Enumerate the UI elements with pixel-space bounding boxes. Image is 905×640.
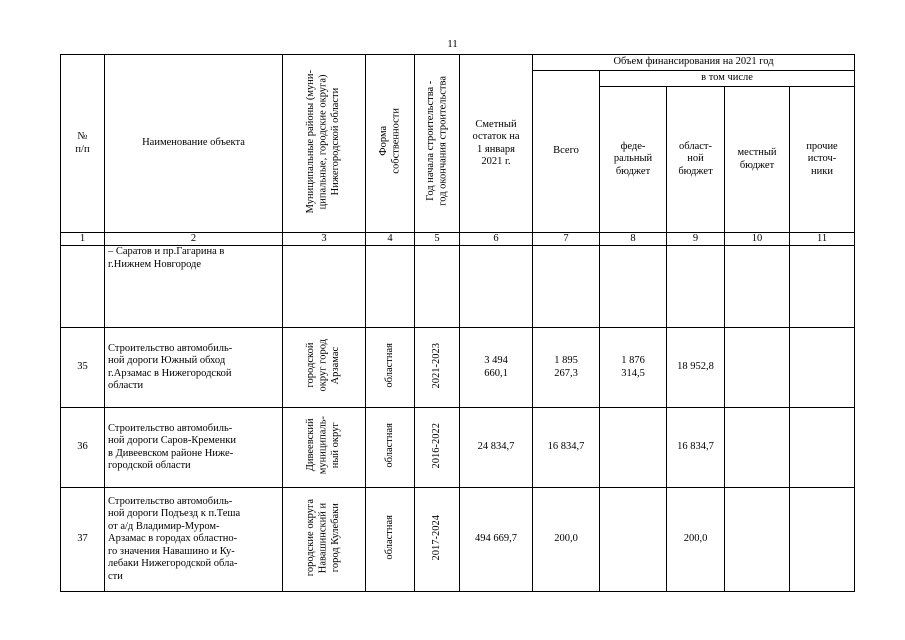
other bbox=[790, 328, 855, 408]
column-number: 2 bbox=[105, 233, 283, 246]
row-number: 37 bbox=[61, 488, 105, 592]
object-name: – Саратов и пр.Гагарина в г.Нижнем Новгороде bbox=[105, 246, 283, 328]
column-number: 4 bbox=[366, 233, 415, 246]
balance: 494 669,7 bbox=[460, 488, 533, 592]
object-name: Строительство автомобиль- ной дороги Саров-Кременки в Дивеевском районе Ниже- городской области bbox=[105, 408, 283, 488]
column-number: 10 bbox=[725, 233, 790, 246]
row-number: 35 bbox=[61, 328, 105, 408]
total: 16 834,7 bbox=[533, 408, 600, 488]
header-col-local: местный бюджет bbox=[725, 87, 790, 233]
table-row bbox=[61, 408, 855, 488]
financing-table bbox=[60, 54, 855, 592]
column-number: 7 bbox=[533, 233, 600, 246]
ownership: областная bbox=[366, 488, 415, 592]
table-row bbox=[61, 488, 855, 592]
regional: 200,0 bbox=[667, 488, 725, 592]
header-col-regional: област- ной бюджет bbox=[667, 87, 725, 233]
column-number: 6 bbox=[460, 233, 533, 246]
regional: 18 952,8 bbox=[667, 328, 725, 408]
district: городской округ город Арзамас bbox=[283, 328, 366, 408]
ownership: областная bbox=[366, 328, 415, 408]
local bbox=[725, 328, 790, 408]
table-row-continuation bbox=[61, 246, 855, 328]
row-number: 36 bbox=[61, 408, 105, 488]
balance: 24 834,7 bbox=[460, 408, 533, 488]
header-col-federal: феде- ральный бюджет bbox=[600, 87, 667, 233]
federal: 1 876 314,5 bbox=[600, 328, 667, 408]
district: городские округа Навашинский и город Кулебаки bbox=[283, 488, 366, 592]
header-col-number: № п/п bbox=[61, 55, 105, 233]
regional: 16 834,7 bbox=[667, 408, 725, 488]
column-number: 1 bbox=[61, 233, 105, 246]
object-name: Строительство автомобиль- ной дороги Подъезд к п.Теша от а/д Владимир-Муром- Арзамас в городах областно- го значения Навашино и Ку- лебаки Нижегородской обла- сти bbox=[105, 488, 283, 592]
header-col-total: Всего bbox=[533, 71, 600, 233]
object-name: Строительство автомобиль- ной дороги Южный обход г.Арзамас в Нижегородской области bbox=[105, 328, 283, 408]
header-col-name: Наименование объекта bbox=[105, 55, 283, 233]
federal bbox=[600, 488, 667, 592]
local bbox=[725, 408, 790, 488]
header-col-district: Муниципальные районы (муни- ципальные, городские округа) Нижегородской области bbox=[283, 55, 366, 233]
local bbox=[725, 488, 790, 592]
column-number: 5 bbox=[415, 233, 460, 246]
total: 1 895 267,3 bbox=[533, 328, 600, 408]
header-col-years: Год начала строительства - год окончания строительства bbox=[415, 55, 460, 233]
years: 2021-2023 bbox=[415, 328, 460, 408]
header-including: в том числе bbox=[600, 71, 855, 87]
years: 2017-2024 bbox=[415, 488, 460, 592]
column-number: 11 bbox=[790, 233, 855, 246]
column-numbers-row bbox=[61, 233, 855, 246]
federal bbox=[600, 408, 667, 488]
total: 200,0 bbox=[533, 488, 600, 592]
column-number: 3 bbox=[283, 233, 366, 246]
ownership: областная bbox=[366, 408, 415, 488]
balance: 3 494 660,1 bbox=[460, 328, 533, 408]
district: Дивеевский муниципаль- ный округ bbox=[283, 408, 366, 488]
header-col-balance: Сметный остаток на 1 января 2021 г. bbox=[460, 55, 533, 233]
other bbox=[790, 408, 855, 488]
header-col-other: прочие источ- ники bbox=[790, 87, 855, 233]
column-number: 9 bbox=[667, 233, 725, 246]
column-number: 8 bbox=[600, 233, 667, 246]
page-number: 11 bbox=[447, 38, 458, 50]
other bbox=[790, 488, 855, 592]
header-col-ownership: Форма собственности bbox=[366, 55, 415, 233]
header-financing: Объем финансирования на 2021 год bbox=[533, 55, 855, 71]
table-row bbox=[61, 328, 855, 408]
years: 2016-2022 bbox=[415, 408, 460, 488]
